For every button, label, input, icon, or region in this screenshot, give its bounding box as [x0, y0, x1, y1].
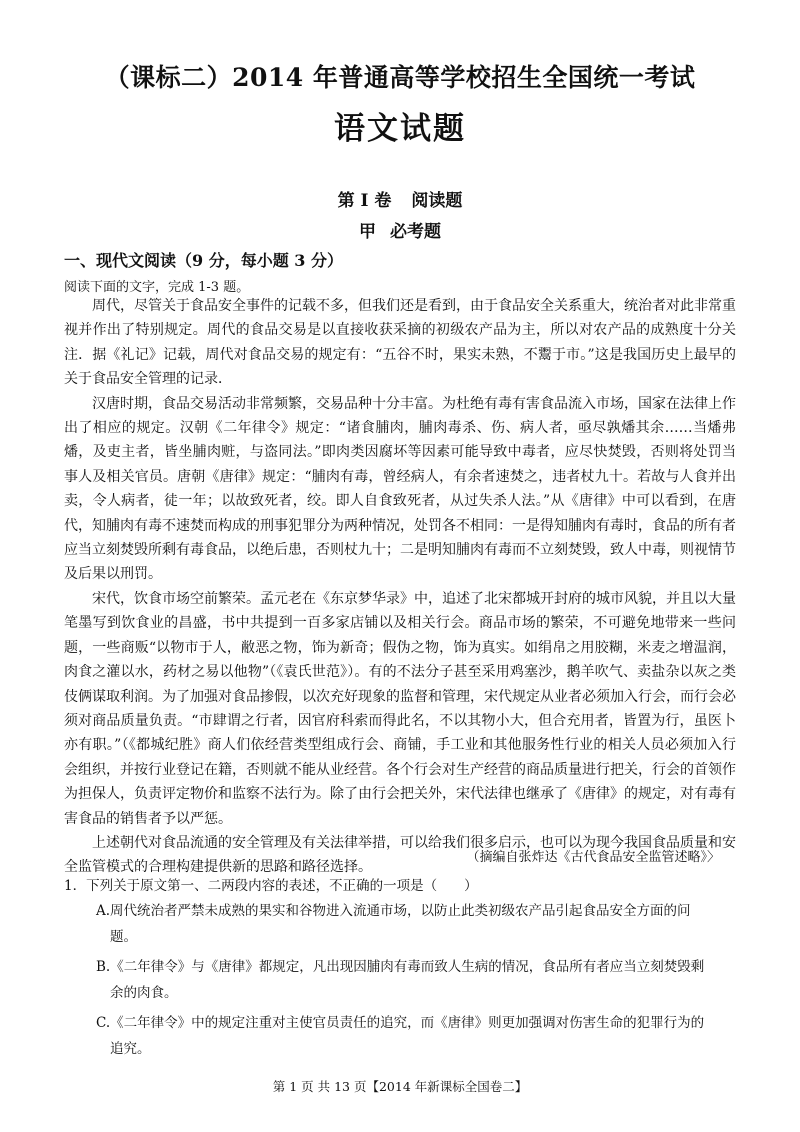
passage-paragraph-3: 宋代，饮食市场空前繁荣。孟元老在《东京梦华录》中，追述了北宋都城开封府的城市风貌，并且以大量笔墨写到饮食业的昌盛，书中共提到一百多家店铺以及相关行会。商品市场的繁荣，不可避免地带来一些问题，一些商贩“以物市于人，敝恶之物，饰为新奇；假伪之物，饰为真实。如绢帛之用胶糊，米麦之增温润，肉食之灌以水，药材之易以他物”（《袁氏世范》）。有的不法分子甚至采用鸡塞沙，鹅羊吹气、卖盐杂以灰之类伎俩谋取利润。为了加强对食品掺假，以次充好现象的监督和管理，宋代规定从业者必须加入行会，而行会必须对商品质量负责。“市肆谓之行者，因官府科索而得此名，不以其物小大，但合充用者，皆置为行，虽医卜亦有职。”（《都城纪胜》商人们依经营类型组成行会、商铺，手工业和其他服务性行业的相关人员必须加入行会组织，并按行业登记在籍，否则就不能从业经营。各个行会对生产经营的商品质量进行把关，行会的首领作为担保人，负责评定物价和监察不法行为。除了由行会把关外，宋代法律也继承了《唐律》的规定，对有毒有害食品的销售者予以严惩。 [64, 590, 736, 827]
passage-source: （摘编自张炸达《古代食品安全监管述略》〉 [466, 850, 720, 865]
passage-paragraph-2: 汉唐时期，食品交易活动非常频繁，交易品种十分丰富。为杜绝有毒有害食品流入市场，国家在法律上作出了相应的规定。汉朝《二年律令》规定：“诸食脯肉，脯肉毒杀、伤、病人者，亟尽孰燔其余……当燔弗燔，及吏主者，皆坐脯肉赃，与盗同法。”即肉类因腐坏等因素可能导致中毒者，应尽快焚毁，否则将处罚当事人及相关官员。唐朝《唐律》规定：“脯肉有毒，曾经病人，有余者速焚之，违者杖九十。若故与人食并出卖，令人病者，徒一年；以故致死者，绞。即人自食致死者，从过失杀人法。”从《唐律》中可以看到，在唐代，知脯肉有毒不速焚而构成的刑事犯罪分为两种情况，处罚各不相同：一是得知脯肉有毒时，食品的所有者应当立刻焚毁所剩有毒食品，以绝后患，否则杖九十；二是明知脯肉有毒而不立刻焚毁，致人中毒，则视情节及后果以刑罚。 [64, 395, 736, 583]
part-name: 必考题 [390, 222, 441, 242]
part-heading [0, 217, 800, 242]
volume-heading [0, 186, 800, 211]
option-b-text-line1: 《二年律令》与《唐律》都规定，凡出现因脯肉有毒而致人生病的情况，食品所有者应当立刻焚毁剩 [110, 959, 705, 975]
section-instruction: 阅读下面的文字，完成 1-3 题。 [64, 280, 250, 295]
option-b-text-line2: 余的肉食。 [110, 985, 178, 1001]
exam-title: （课标二）2014 年普通高等学校招生全国统一考试 [104, 63, 696, 92]
option-a-text-line2: 题。 [110, 929, 137, 945]
section-heading: 一、现代文阅读（9 分，每小题 3 分） [64, 251, 343, 270]
part-label: 甲 [359, 222, 376, 242]
option-c-text-line1: 《二年律令》中的规定注重对主使官员责任的追究，而《唐律》则更加强调对伤害生命的犯罪行为的 [110, 1015, 705, 1031]
question-1-option-a [96, 898, 736, 950]
passage-paragraph-4: 上述朝代对食品流通的安全管理及有关法律举措，可以给我们很多启示，也可以为现今我国食品质量和安全监管模式的合理构建提供新的思路和路径选择。 [64, 834, 736, 876]
option-a-label: A. [96, 903, 111, 919]
question-1-stem: 1．下列关于原文第一、二两段内容的表述，不正确的一项是（ ） [64, 878, 478, 894]
passage-paragraph-1: 周代，尽管关于食品安全事件的记载不多，但我们还是看到，由于食品安全关系重大，统治者对此非常重视并作出了特别规定。周代的食品交易是以直接收获采摘的初级农产品为主，所以对农产品的成熟度十分关注．据《礼记》记载，周代对食品交易的规定有：“五谷不时，果实未熟，不鬻于市。”这是我国历史上最早的关于食品安全管理的记录． [64, 298, 736, 388]
question-1-option-b [96, 954, 736, 1006]
option-b-label: B. [96, 959, 111, 975]
volume-label: 第 I 卷 [337, 191, 392, 211]
reading-passage [64, 294, 736, 880]
option-c-text-line2: 追究。 [110, 1041, 151, 1057]
page-footer: 第 1 页 共 13 页【2014 年新课标全国卷二】 [272, 1079, 528, 1094]
option-a-text-line1: 周代统治者严禁未成熟的果实和谷物进入流通市场，以防止此类初级农产品引起食品安全方面的问 [110, 903, 691, 919]
volume-name: 阅读题 [411, 191, 463, 211]
option-c-label: C. [96, 1015, 111, 1031]
question-1-option-c [96, 1010, 736, 1062]
exam-subtitle: 语文试题 [334, 111, 466, 147]
